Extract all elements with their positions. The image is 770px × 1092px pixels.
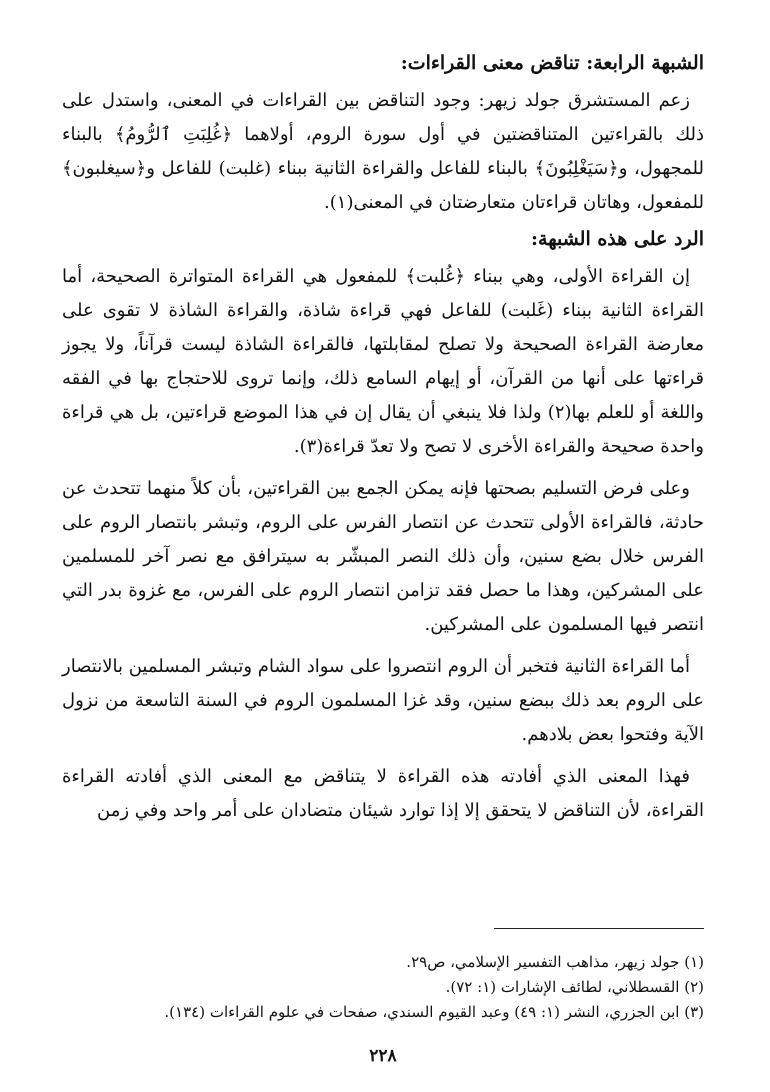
footnote-divider — [494, 928, 704, 929]
section-heading-fourth-doubt: الشبهة الرابعة: تناقض معنى القراءات: — [400, 52, 704, 74]
paragraph-reconciliation: وعلى فرض التسليم بصحتها فإنه يمكن الجمع بين القراءتين، بأن كلاً منهما تتحدث عن حادثة، فالقراءة الأولى تتحدث عن انتصار الفرس على الروم، وتبشر بانتصار الروم على الفرس خلال بضع سنين، وأن ذلك النصر المبشّر به سيترافق مع نصر آخر للمسلمين على المشركين، وهذا ما حصل فقد تزامن انتصار الروم على الفرس، مع غزوة بدر التي انتصر فيها المسلمون على المشركين. — [62, 478, 704, 635]
footnote: (٣) ابن الجزري، النشر (١: ٤٩) وعبد القيوم السندي، صفحات في علوم القراءات (١٣٤). — [164, 1003, 704, 1021]
section-heading-response: الرد على هذه الشبهة: — [531, 228, 704, 250]
footnote: (١) جولد زيهر، مذاهب التفسير الإسلامي، ص٢٩. — [406, 953, 704, 971]
paragraph-claim: زعم المستشرق جولد زيهر: وجود التناقض بين القراءات في المعنى، واستدل على ذلك بالقراءتين المتناقضتين في أول سورة الروم، أولاهما ﴿غُلِبَتِ ٱلرُّومُ﴾ بالبناء للمجهول، و﴿سَيَغْلِبُونَ﴾ بالبناء للفاعل والقراءة الثانية ببناء (غلبت) للفاعل و﴿سيغلبون﴾ للمفعول، وهاتان قراءتان متعارضتان في المعنى(١). — [62, 90, 704, 213]
footnotes — [62, 950, 704, 1025]
page-number: ٢٢٨ — [369, 1046, 397, 1066]
page-body — [62, 48, 704, 1068]
paragraph-second-reading: أما القراءة الثانية فتخبر أن الروم انتصروا على سواد الشام وتبشر المسلمين بالانتصار على الروم بعد ذلك ببضع سنين، وقد غزا المسلمون الروم في السنة التاسعة من نزول الآية وفتحوا بعض بلادهم. — [62, 656, 704, 745]
paragraph-response: إن القراءة الأولى، وهي ببناء ﴿غُلبت﴾ للمفعول هي القراءة المتواترة الصحيحة، أما القراءة الثانية ببناء (غَلبت) للفاعل فهي قراءة شاذة، والقراءة الشاذة لا تقوى على معارضة القراءة الصحيحة ولا تصلح لمقابلتها، فالقراءة الشاذة ليست قرآناً، ولا يجوز قراءتها على أنها من القرآن، أو إيهام السامع ذلك، وإنما تروى للاحتجاج بها في الفقه واللغة أو للعلم بها(٢) ولذا فلا ينبغي أن يقال إن في هذا الموضع قراءتين، بل هي قراءة واحدة صحيحة والقراءة الأخرى لا تصح ولا تعدّ قراءة(٣). — [62, 266, 704, 457]
paragraph-conclusion: فهذا المعنى الذي أفادته هذه القراءة لا يتناقض مع المعنى الذي أفادته القراءة القراءة، لأن التناقض لا يتحقق إلا إذا توارد شيئان متضادان على أمر واحد وفي زمن — [62, 766, 704, 821]
footnote: (٢) القسطلاني، لطائف الإشارات (١: ٧٢). — [445, 978, 704, 996]
